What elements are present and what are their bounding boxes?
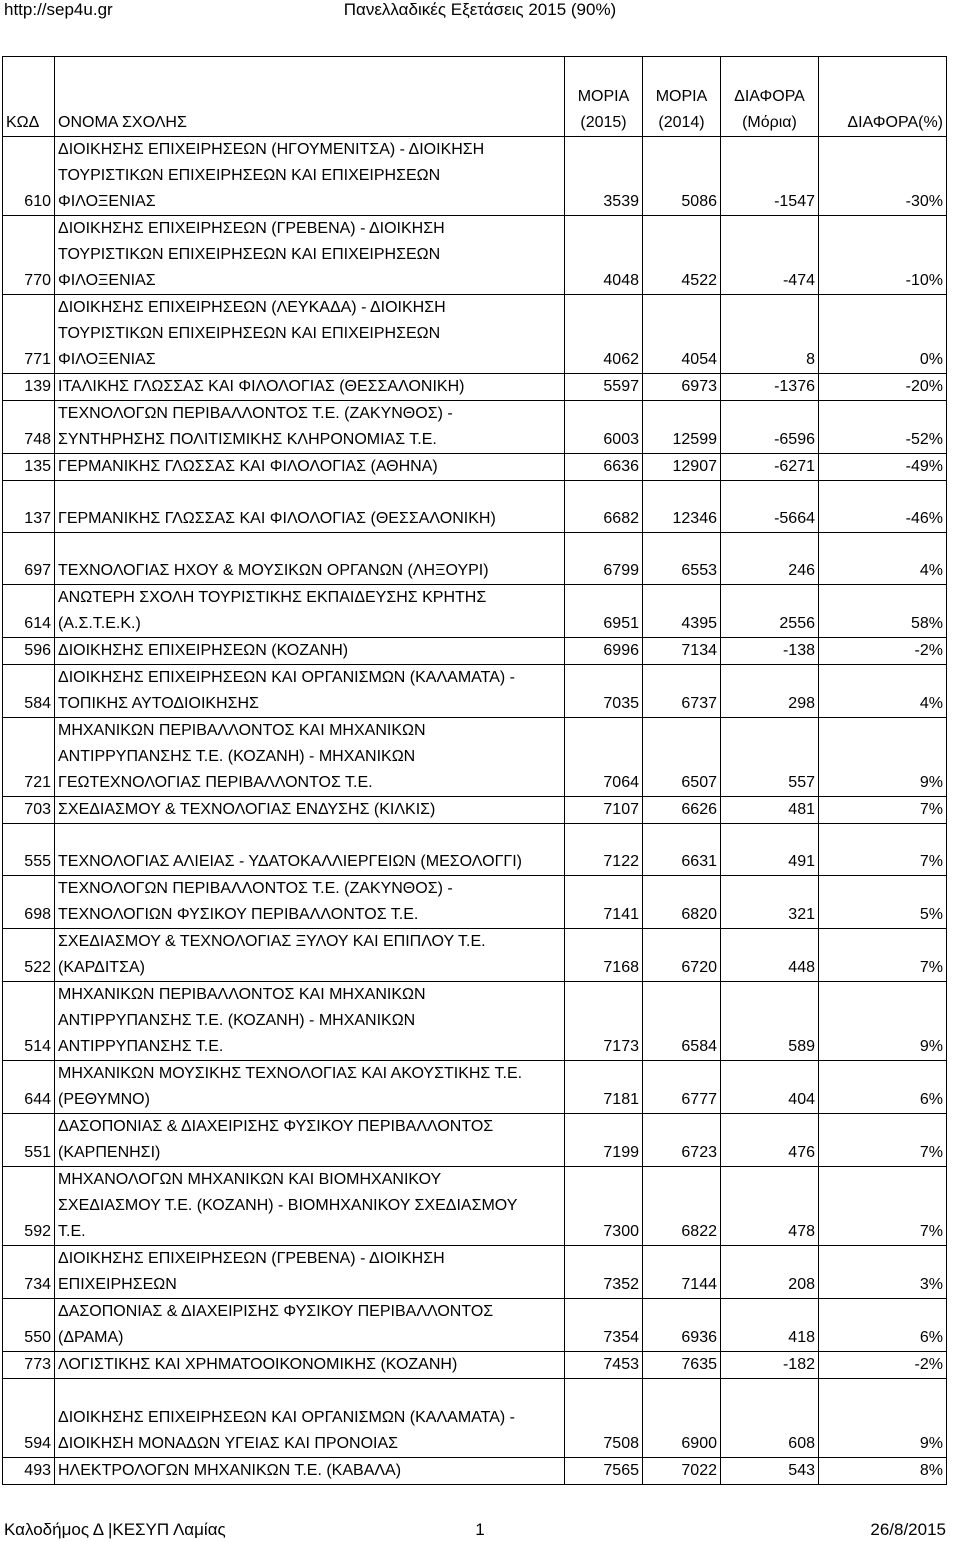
row-points-2015: 5597 (565, 374, 643, 401)
site-url[interactable]: http://sep4u.gr (4, 0, 113, 19)
row-school-name: ΓΕΡΜΑΝΙΚΗΣ ΓΛΩΣΣΑΣ ΚΑΙ ΦΙΛΟΛΟΓΙΑΣ (ΑΘΗΝΑ) (55, 454, 565, 481)
results-table (2, 56, 947, 1485)
row-difference-points: 481 (721, 797, 819, 824)
page-header-title: Πανελλαδικές Εξετάσεις 2015 (90%) (343, 0, 617, 19)
row-points-2014: 6936 (643, 1299, 721, 1352)
row-points-2015: 4062 (565, 295, 643, 374)
row-points-2014: 7022 (643, 1458, 721, 1485)
table-row (3, 638, 947, 665)
table-row (3, 1458, 947, 1485)
table-row (3, 824, 947, 876)
row-points-2014: 4054 (643, 295, 721, 374)
header-points-2014: ΜΟΡΙΑ (2014) (643, 57, 721, 137)
header-code: ΚΩΔ (3, 57, 55, 137)
row-difference-percent: 7% (819, 1167, 947, 1246)
row-school-name: ΜΗΧΑΝΙΚΩΝ ΜΟΥΣΙΚΗΣ ΤΕΧΝΟΛΟΓΙΑΣ ΚΑΙ ΑΚΟΥΣΤΙΚΗΣ Τ.Ε. (ΡΕΘΥΜΝΟ) (55, 1061, 565, 1114)
row-school-name: ΤΕΧΝΟΛΟΓΩΝ ΠΕΡΙΒΑΛΛΟΝΤΟΣ Τ.Ε. (ΖΑΚΥΝΘΟΣ) - ΤΕΧΝΟΛΟΓΙΩΝ ΦΥΣΙΚΟΥ ΠΕΡΙΒΑΛΛΟΝΤΟΣ Τ.Ε. (55, 876, 565, 929)
row-difference-percent: 7% (819, 929, 947, 982)
table-row (3, 1061, 947, 1114)
header-difference-points: ΔΙΑΦΟΡΑ (Μόρια) (721, 57, 819, 137)
row-school-name: ΛΟΓΙΣΤΙΚΗΣ ΚΑΙ ΧΡΗΜΑΤΟΟΙΚΟΝΟΜΙΚΗΣ (ΚΟΖΑΝΗ) (55, 1352, 565, 1379)
row-points-2014: 6626 (643, 797, 721, 824)
table-row (3, 1114, 947, 1167)
table-row (3, 295, 947, 374)
row-difference-percent: -52% (819, 401, 947, 454)
row-school-name: ΣΧΕΔΙΑΣΜΟΥ & ΤΕΧΝΟΛΟΓΙΑΣ ΕΝΔΥΣΗΣ (ΚΙΛΚΙΣ) (55, 797, 565, 824)
header-points-2015: ΜΟΡΙΑ (2015) (565, 57, 643, 137)
row-difference-percent: 7% (819, 824, 947, 876)
table-row (3, 797, 947, 824)
row-school-name: ΤΕΧΝΟΛΟΓΙΑΣ ΗΧΟΥ & ΜΟΥΣΙΚΩΝ ΟΡΓΑΝΩΝ (ΛΗΞΟΥΡΙ) (55, 533, 565, 585)
row-difference-points: 246 (721, 533, 819, 585)
row-difference-percent: 5% (819, 876, 947, 929)
row-points-2015: 7508 (565, 1379, 643, 1458)
row-difference-percent: -2% (819, 638, 947, 665)
row-code: 698 (3, 876, 55, 929)
table-row (3, 137, 947, 216)
row-difference-percent: 4% (819, 533, 947, 585)
table-row (3, 1352, 947, 1379)
row-difference-percent: 7% (819, 1114, 947, 1167)
row-code: 493 (3, 1458, 55, 1485)
row-code: 135 (3, 454, 55, 481)
row-difference-points: 404 (721, 1061, 819, 1114)
table-row (3, 718, 947, 797)
row-difference-points: 476 (721, 1114, 819, 1167)
row-points-2014: 6584 (643, 982, 721, 1061)
table-row (3, 1167, 947, 1246)
table-row (3, 876, 947, 929)
row-points-2014: 6507 (643, 718, 721, 797)
header-difference-percent: ΔΙΑΦΟΡΑ(%) (819, 57, 947, 137)
row-points-2014: 4395 (643, 585, 721, 638)
table-row (3, 481, 947, 533)
row-difference-points: 543 (721, 1458, 819, 1485)
row-school-name: ΜΗΧΑΝΟΛΟΓΩΝ ΜΗΧΑΝΙΚΩΝ ΚΑΙ ΒΙΟΜΗΧΑΝΙΚΟΥ ΣΧΕΔΙΑΣΜΟΥ Τ.Ε. (ΚΟΖΑΝΗ) - ΒΙΟΜΗΧΑΝΙΚΟΥ ΣΧΕΔΙΑΣΜΟΥ Τ.Ε. (55, 1167, 565, 1246)
row-points-2014: 12346 (643, 481, 721, 533)
table-row (3, 1299, 947, 1352)
row-school-name: ΔΙΟΙΚΗΣΗΣ ΕΠΙΧΕΙΡΗΣΕΩΝ (ΓΡΕΒΕΝΑ) - ΔΙΟΙΚΗΣΗ ΤΟΥΡΙΣΤΙΚΩΝ ΕΠΙΧΕΙΡΗΣΕΩΝ ΚΑΙ ΕΠΙΧΕΙΡΗΣΕΩΝ ΦΙΛΟΞΕΝΙΑΣ (55, 216, 565, 295)
row-points-2014: 5086 (643, 137, 721, 216)
row-school-name: ΜΗΧΑΝΙΚΩΝ ΠΕΡΙΒΑΛΛΟΝΤΟΣ ΚΑΙ ΜΗΧΑΝΙΚΩΝ ΑΝΤΙΡΡΥΠΑΝΣΗΣ Τ.Ε. (ΚΟΖΑΝΗ) - ΜΗΧΑΝΙΚΩΝ ΓΕΩΤΕΧΝΟΛΟΓΙΑΣ ΠΕΡΙΒΑΛΛΟΝΤΟΣ Τ.Ε. (55, 718, 565, 797)
row-difference-percent: 9% (819, 1379, 947, 1458)
row-school-name: ΔΙΟΙΚΗΣΗΣ ΕΠΙΧΕΙΡΗΣΕΩΝ (ΓΡΕΒΕΝΑ) - ΔΙΟΙΚΗΣΗ ΕΠΙΧΕΙΡΗΣΕΩΝ (55, 1246, 565, 1299)
row-points-2014: 7144 (643, 1246, 721, 1299)
table-row (3, 585, 947, 638)
row-school-name: ΔΙΟΙΚΗΣΗΣ ΕΠΙΧΕΙΡΗΣΕΩΝ (ΚΟΖΑΝΗ) (55, 638, 565, 665)
row-difference-points: 608 (721, 1379, 819, 1458)
table-row (3, 1246, 947, 1299)
row-difference-percent: 3% (819, 1246, 947, 1299)
row-points-2015: 7141 (565, 876, 643, 929)
row-points-2015: 7352 (565, 1246, 643, 1299)
row-points-2014: 7134 (643, 638, 721, 665)
row-points-2014: 6720 (643, 929, 721, 982)
row-points-2015: 7565 (565, 1458, 643, 1485)
row-difference-percent: 8% (819, 1458, 947, 1485)
row-code: 771 (3, 295, 55, 374)
row-points-2015: 7181 (565, 1061, 643, 1114)
row-school-name: ΔΙΟΙΚΗΣΗΣ ΕΠΙΧΕΙΡΗΣΕΩΝ ΚΑΙ ΟΡΓΑΝΙΣΜΩΝ (ΚΑΛΑΜΑΤΑ) - ΤΟΠΙΚΗΣ ΑΥΤΟΔΙΟΙΚΗΣΗΣ (55, 665, 565, 718)
table-row (3, 454, 947, 481)
row-difference-points: 418 (721, 1299, 819, 1352)
row-school-name: ΔΙΟΙΚΗΣΗΣ ΕΠΙΧΕΙΡΗΣΕΩΝ ΚΑΙ ΟΡΓΑΝΙΣΜΩΝ (ΚΑΛΑΜΑΤΑ) - ΔΙΟΙΚΗΣΗ ΜΟΝΑΔΩΝ ΥΓΕΙΑΣ ΚΑΙ ΠΡΟΝΟΙΑΣ (55, 1379, 565, 1458)
row-difference-percent: 9% (819, 718, 947, 797)
row-points-2014: 6822 (643, 1167, 721, 1246)
row-points-2014: 6723 (643, 1114, 721, 1167)
row-points-2014: 6777 (643, 1061, 721, 1114)
row-difference-points: 448 (721, 929, 819, 982)
row-code: 748 (3, 401, 55, 454)
row-code: 773 (3, 1352, 55, 1379)
row-points-2014: 6737 (643, 665, 721, 718)
row-difference-points: -1376 (721, 374, 819, 401)
footer-page-number: 1 (475, 1520, 485, 1539)
row-difference-points: -6271 (721, 454, 819, 481)
row-school-name: ΜΗΧΑΝΙΚΩΝ ΠΕΡΙΒΑΛΛΟΝΤΟΣ ΚΑΙ ΜΗΧΑΝΙΚΩΝ ΑΝΤΙΡΡΥΠΑΝΣΗΣ Τ.Ε. (ΚΟΖΑΝΗ) - ΜΗΧΑΝΙΚΩΝ ΑΝΤΙΡΡΥΠΑΝΣΗΣ Τ.Ε. (55, 982, 565, 1061)
row-points-2014: 6820 (643, 876, 721, 929)
row-code: 551 (3, 1114, 55, 1167)
row-code: 734 (3, 1246, 55, 1299)
table-row (3, 1379, 947, 1458)
row-points-2014: 7635 (643, 1352, 721, 1379)
row-difference-points: -5664 (721, 481, 819, 533)
row-difference-points: 321 (721, 876, 819, 929)
row-school-name: ΔΙΟΙΚΗΣΗΣ ΕΠΙΧΕΙΡΗΣΕΩΝ (ΛΕΥΚΑΔΑ) - ΔΙΟΙΚΗΣΗ ΤΟΥΡΙΣΤΙΚΩΝ ΕΠΙΧΕΙΡΗΣΕΩΝ ΚΑΙ ΕΠΙΧΕΙΡΗΣΕΩΝ ΦΙΛΟΞΕΝΙΑΣ (55, 295, 565, 374)
footer-date: 26/8/2015 (870, 1520, 946, 1539)
row-points-2015: 7064 (565, 718, 643, 797)
row-difference-percent: -10% (819, 216, 947, 295)
row-points-2014: 6973 (643, 374, 721, 401)
row-code: 610 (3, 137, 55, 216)
row-difference-percent: 7% (819, 797, 947, 824)
row-code: 592 (3, 1167, 55, 1246)
row-school-name: ΗΛΕΚΤΡΟΛΟΓΩΝ ΜΗΧΑΝΙΚΩΝ Τ.Ε. (ΚΑΒΑΛΑ) (55, 1458, 565, 1485)
row-code: 555 (3, 824, 55, 876)
row-difference-percent: -46% (819, 481, 947, 533)
row-school-name: ΔΙΟΙΚΗΣΗΣ ΕΠΙΧΕΙΡΗΣΕΩΝ (ΗΓΟΥΜΕΝΙΤΣΑ) - ΔΙΟΙΚΗΣΗ ΤΟΥΡΙΣΤΙΚΩΝ ΕΠΙΧΕΙΡΗΣΕΩΝ ΚΑΙ ΕΠΙΧΕΙΡΗΣΕΩΝ ΦΙΛΟΞΕΝΙΑΣ (55, 137, 565, 216)
row-difference-points: 208 (721, 1246, 819, 1299)
row-points-2015: 6682 (565, 481, 643, 533)
row-difference-points: 589 (721, 982, 819, 1061)
row-code: 721 (3, 718, 55, 797)
row-code: 770 (3, 216, 55, 295)
row-difference-points: -6596 (721, 401, 819, 454)
row-points-2014: 12907 (643, 454, 721, 481)
row-school-name: ΤΕΧΝΟΛΟΓΩΝ ΠΕΡΙΒΑΛΛΟΝΤΟΣ Τ.Ε. (ΖΑΚΥΝΘΟΣ) - ΣΥΝΤΗΡΗΣΗΣ ΠΟΛΙΤΙΣΜΙΚΗΣ ΚΛΗΡΟΝΟΜΙΑΣ Τ.Ε. (55, 401, 565, 454)
row-code: 522 (3, 929, 55, 982)
row-code: 703 (3, 797, 55, 824)
row-difference-percent: -20% (819, 374, 947, 401)
table-row (3, 374, 947, 401)
table-row (3, 533, 947, 585)
row-school-name: ΑΝΩΤΕΡΗ ΣΧΟΛΗ ΤΟΥΡΙΣΤΙΚΗΣ ΕΚΠΑΙΔΕΥΣΗΣ ΚΡΗΤΗΣ (Α.Σ.Τ.Ε.Κ.) (55, 585, 565, 638)
table-row (3, 401, 947, 454)
row-difference-percent: 4% (819, 665, 947, 718)
row-school-name: ΤΕΧΝΟΛΟΓΙΑΣ ΑΛΙΕΙΑΣ - ΥΔΑΤΟΚΑΛΛΙΕΡΓΕΙΩΝ (ΜΕΣΟΛΟΓΓΙ) (55, 824, 565, 876)
row-difference-percent: -2% (819, 1352, 947, 1379)
row-difference-percent: 0% (819, 295, 947, 374)
row-school-name: ΔΑΣΟΠΟΝΙΑΣ & ΔΙΑΧΕΙΡΙΣΗΣ ΦΥΣΙΚΟΥ ΠΕΡΙΒΑΛΛΟΝΤΟΣ (ΔΡΑΜΑ) (55, 1299, 565, 1352)
row-code: 594 (3, 1379, 55, 1458)
row-code: 584 (3, 665, 55, 718)
row-code: 614 (3, 585, 55, 638)
row-difference-percent: 58% (819, 585, 947, 638)
row-points-2015: 7300 (565, 1167, 643, 1246)
row-difference-percent: 6% (819, 1061, 947, 1114)
row-code: 514 (3, 982, 55, 1061)
table-header-row (3, 57, 947, 137)
row-points-2015: 6996 (565, 638, 643, 665)
row-points-2014: 6900 (643, 1379, 721, 1458)
row-difference-points: 478 (721, 1167, 819, 1246)
row-difference-points: -474 (721, 216, 819, 295)
row-school-name: ΓΕΡΜΑΝΙΚΗΣ ΓΛΩΣΣΑΣ ΚΑΙ ΦΙΛΟΛΟΓΙΑΣ (ΘΕΣΣΑΛΟΝΙΚΗ) (55, 481, 565, 533)
row-points-2015: 6951 (565, 585, 643, 638)
row-points-2015: 7107 (565, 797, 643, 824)
table-row (3, 929, 947, 982)
row-code: 139 (3, 374, 55, 401)
row-difference-points: 8 (721, 295, 819, 374)
row-points-2015: 7354 (565, 1299, 643, 1352)
row-points-2015: 7173 (565, 982, 643, 1061)
row-code: 697 (3, 533, 55, 585)
row-difference-points: 557 (721, 718, 819, 797)
row-points-2015: 6799 (565, 533, 643, 585)
row-points-2015: 7199 (565, 1114, 643, 1167)
row-points-2014: 12599 (643, 401, 721, 454)
row-points-2014: 6631 (643, 824, 721, 876)
row-code: 137 (3, 481, 55, 533)
row-code: 596 (3, 638, 55, 665)
row-points-2014: 6553 (643, 533, 721, 585)
row-difference-points: 491 (721, 824, 819, 876)
table-row (3, 216, 947, 295)
footer-author: Καλοδήμος Δ |ΚΕΣΥΠ Λαμίας (4, 1520, 226, 1539)
row-points-2015: 6636 (565, 454, 643, 481)
row-points-2015: 7035 (565, 665, 643, 718)
row-difference-percent: -30% (819, 137, 947, 216)
row-code: 644 (3, 1061, 55, 1114)
row-difference-percent: -49% (819, 454, 947, 481)
row-points-2015: 4048 (565, 216, 643, 295)
row-difference-percent: 6% (819, 1299, 947, 1352)
row-school-name: ΣΧΕΔΙΑΣΜΟΥ & ΤΕΧΝΟΛΟΓΙΑΣ ΞΥΛΟΥ ΚΑΙ ΕΠΙΠΛΟΥ Τ.Ε. (ΚΑΡΔΙΤΣΑ) (55, 929, 565, 982)
row-school-name: ΙΤΑΛΙΚΗΣ ΓΛΩΣΣΑΣ ΚΑΙ ΦΙΛΟΛΟΓΙΑΣ (ΘΕΣΣΑΛΟΝΙΚΗ) (55, 374, 565, 401)
row-points-2015: 3539 (565, 137, 643, 216)
row-difference-points: -138 (721, 638, 819, 665)
table-row (3, 665, 947, 718)
row-points-2015: 7453 (565, 1352, 643, 1379)
row-code: 550 (3, 1299, 55, 1352)
row-school-name: ΔΑΣΟΠΟΝΙΑΣ & ΔΙΑΧΕΙΡΙΣΗΣ ΦΥΣΙΚΟΥ ΠΕΡΙΒΑΛΛΟΝΤΟΣ (ΚΑΡΠΕΝΗΣΙ) (55, 1114, 565, 1167)
row-difference-points: -182 (721, 1352, 819, 1379)
row-points-2015: 7168 (565, 929, 643, 982)
row-difference-percent: 9% (819, 982, 947, 1061)
row-points-2014: 4522 (643, 216, 721, 295)
row-difference-points: 298 (721, 665, 819, 718)
row-points-2015: 6003 (565, 401, 643, 454)
table-row (3, 982, 947, 1061)
row-points-2015: 7122 (565, 824, 643, 876)
row-difference-points: -1547 (721, 137, 819, 216)
header-school-name: ΟΝΟΜΑ ΣΧΟΛΗΣ (55, 57, 565, 137)
row-difference-points: 2556 (721, 585, 819, 638)
